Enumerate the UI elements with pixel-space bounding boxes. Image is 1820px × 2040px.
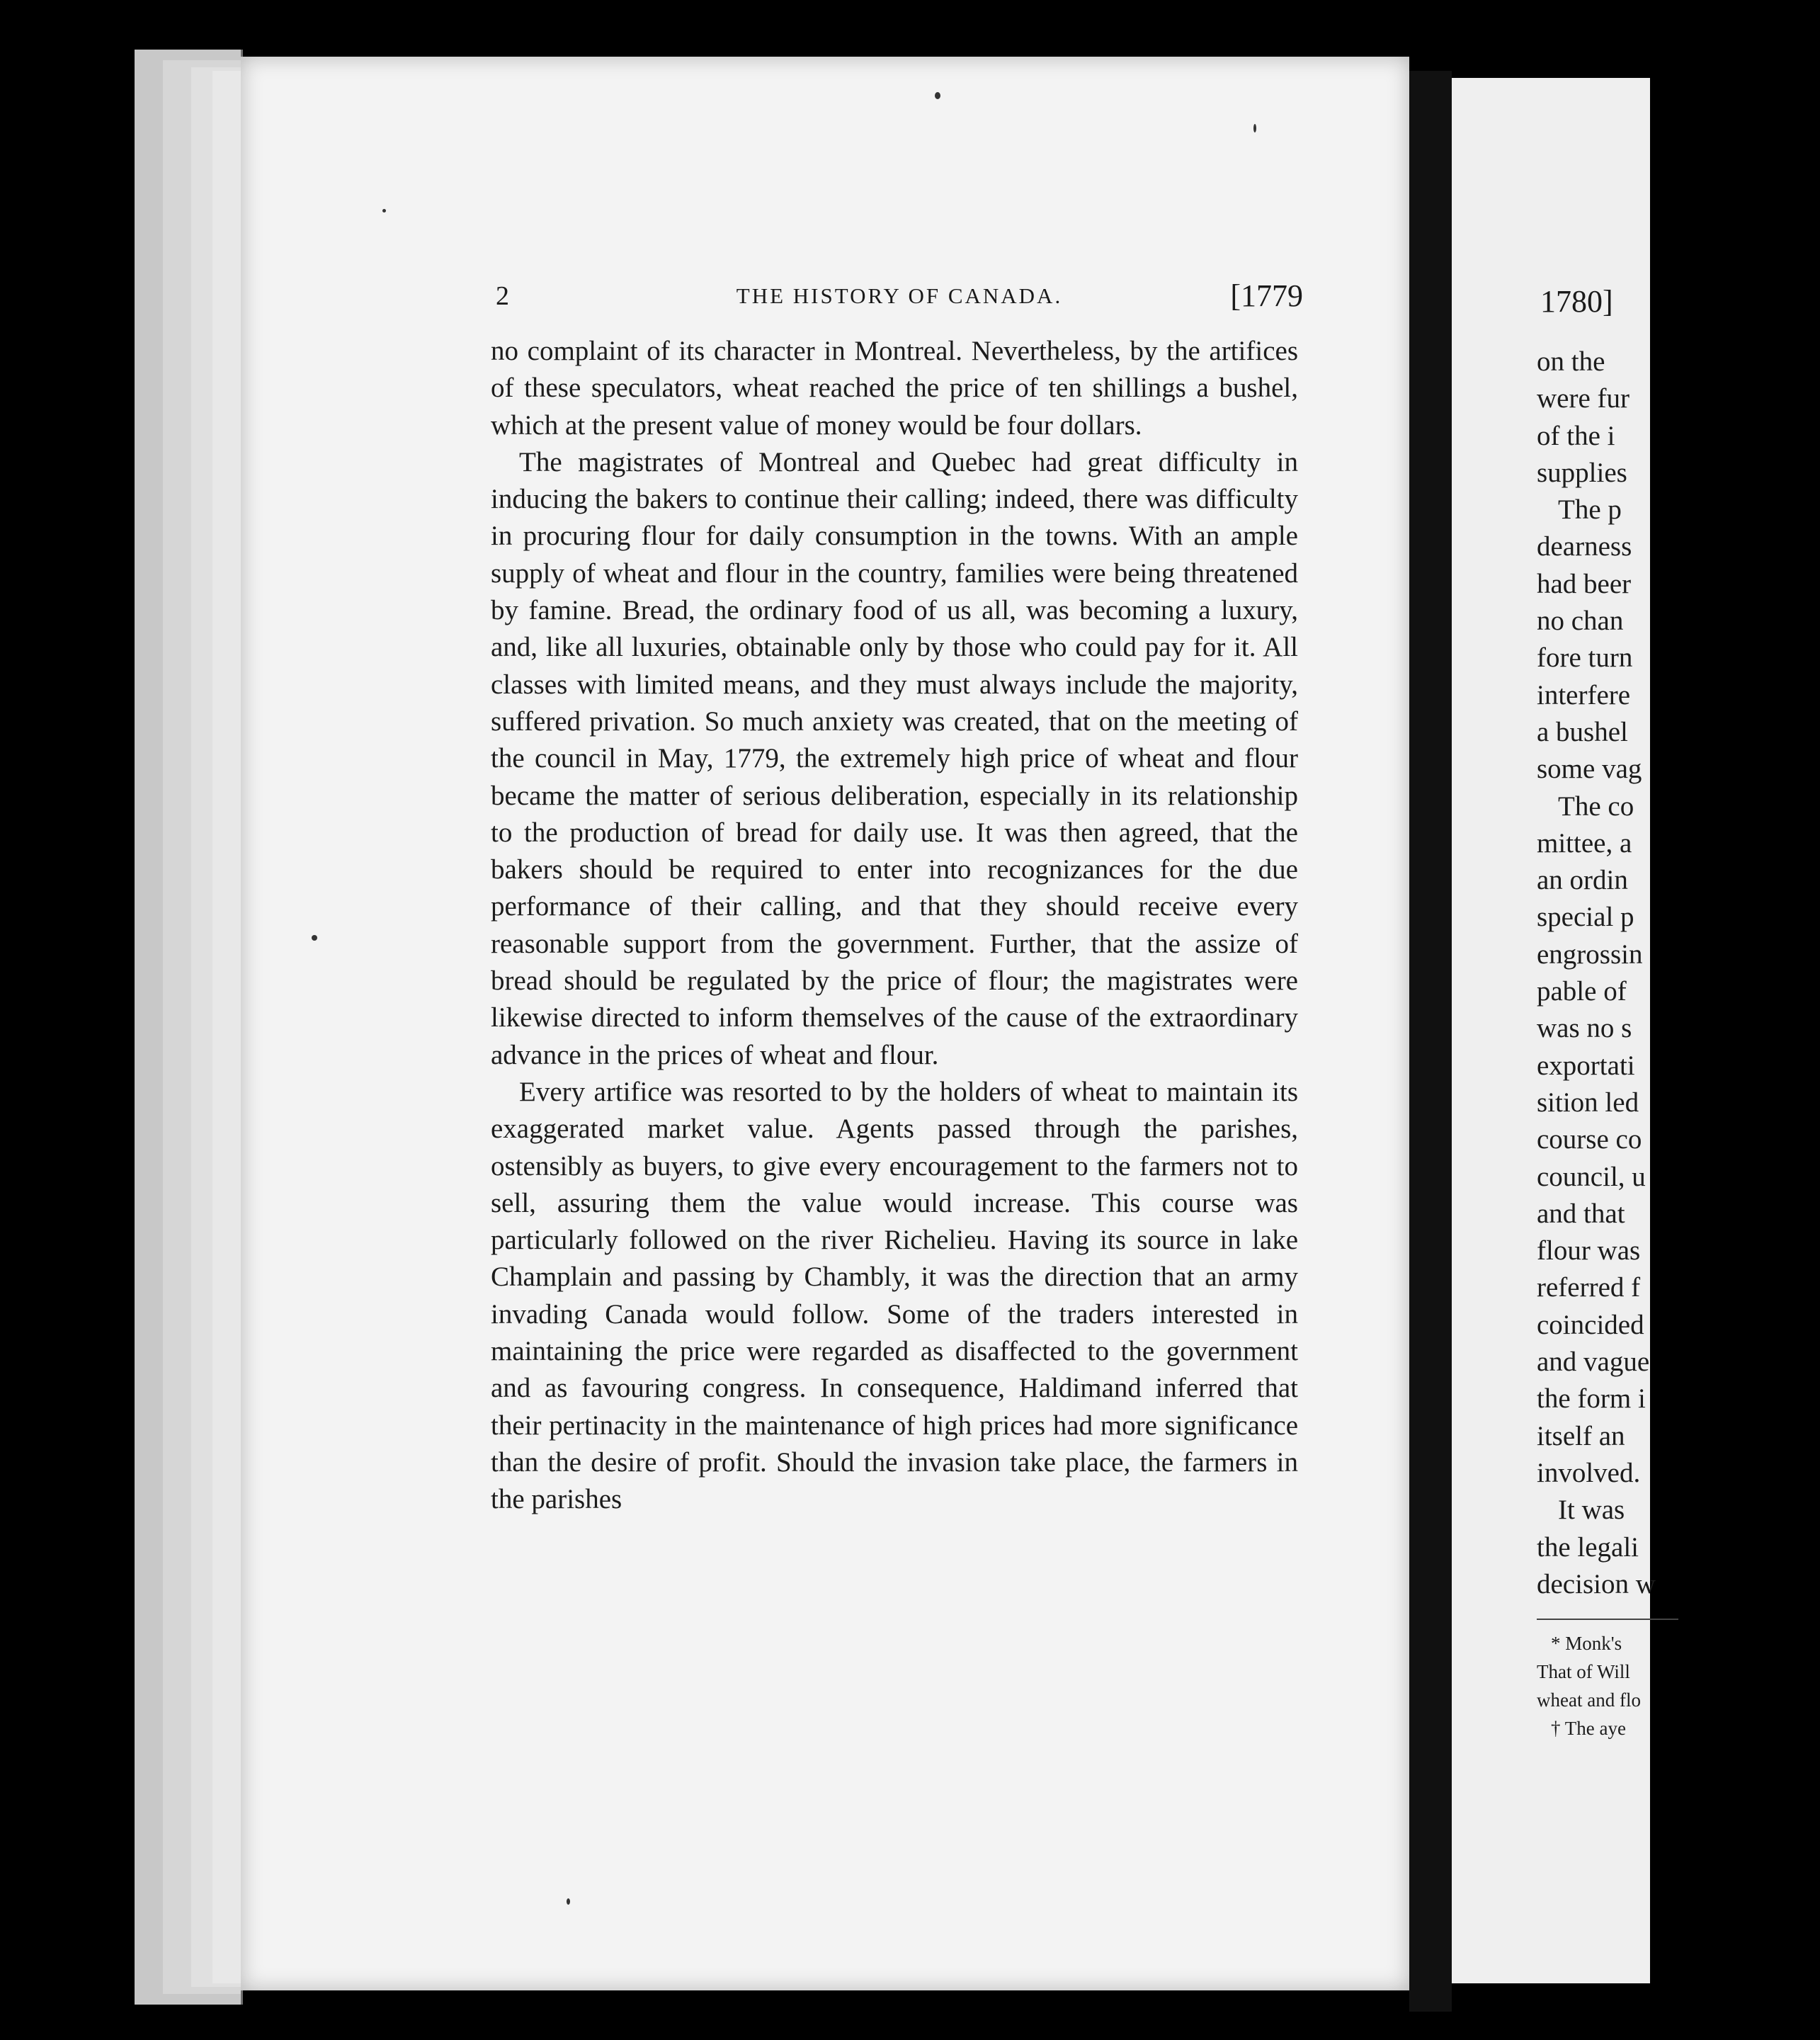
right-page [1452,78,1656,1983]
year-marker: [1779 [1230,278,1303,313]
line-fragment: dearness [1537,531,1632,562]
book-gutter [1409,71,1452,2012]
footnote-line: That of Will [1537,1661,1630,1682]
footnote-line: † The aye [1551,1718,1626,1739]
page-number: 2 [496,281,509,311]
paragraph: The magistrates of Montreal and Quebec had great difficulty in inducing the bakers to continue their calling; indeed, there was difficulty in procuring flour for daily consumption in the towns. With an ample supply of wheat and flour in the country, families were being threatened by famine. Bread, the ordinary food of us all, was becoming a luxury, and, like all luxuries, obtainable only by those who could pay for it. All classes with limited means, and they must always include the majority, suffered privation. So much anxiety was created, that on the meeting of the council in May, 1779, the extremely high price of wheat and flour became the matter of serious deliberation, especially in its relationship to the production of bread for daily use. It was then agreed, that the bakers should be required to enter into recognizances for the due performance of their calling, and that they should receive every reasonable support from the government. Further, that the assize of bread should be regulated by the price of flour; the magistrates were likewise directed to inform themselves of the cause of the extraordinary advance in the prices of wheat and flour. [491,446,1298,1070]
line-fragment: involved. [1537,1457,1641,1488]
footnote-line: wheat and flo [1537,1689,1641,1711]
scan-speck [382,209,386,212]
line-fragment: fore turn [1537,642,1633,674]
page-stack-edge [212,71,243,1983]
line-fragment: sition led [1537,1087,1639,1118]
line-fragment: and vague [1537,1347,1650,1378]
scan-speck [1253,124,1256,132]
line-fragment: interfere [1537,679,1631,710]
line-fragment: special p [1537,902,1634,933]
line-fragment: engrossin [1537,939,1643,970]
running-head [496,278,1303,320]
line-fragment: exportati [1537,1050,1635,1081]
line-fragment: council, u [1537,1161,1646,1192]
line-fragment: itself an [1537,1420,1625,1451]
line-fragment: The co [1558,790,1634,822]
line-fragment: of the i [1537,420,1615,451]
line-fragment: a bushel [1537,716,1628,747]
line-fragment: course co [1537,1124,1642,1155]
footnote-line: * Monk's [1551,1633,1622,1654]
line-fragment: pable of [1537,976,1627,1007]
footnotes [1537,1629,1820,1742]
line-fragment: referred f [1537,1272,1641,1303]
line-fragment: were fur [1537,383,1630,414]
line-fragment: no chan [1537,606,1624,637]
paragraph: no complaint of its character in Montreal. Nevertheless, by the artifices of these speculators, wheat reached the price of ten shillings a bushel, which at the present value of money would be four dollars. [491,336,1298,441]
scan-speck [935,92,940,99]
body-text [491,333,1298,1519]
line-fragment: and that [1537,1198,1625,1229]
line-fragment: had beer [1537,568,1632,599]
line-fragment: was no s [1537,1013,1632,1044]
paragraph: Every artifice was resorted to by the holders of wheat to maintain its exaggerated market value. Agents passed through the parishes, ostensibly as buyers, to give every encouragement to the farmers not to sell, assuring them the value would increase. This course was particularly followed on the river Richelieu. Having its source in lake Champlain and passing by Chambly, it was the direction that an army invading Canada would follow. Some of the traders interested in maintaining the price were regarded as disaffected to the government and as favouring congress. In consequence, Haldimand inferred that their pertinacity in the maintenance of high prices had more significance than the desire of profit. Should the invasion take place, the farmers in the parishes [491,1076,1298,1515]
line-fragment: on the [1537,346,1605,377]
footnote-rule [1537,1619,1678,1620]
line-fragment: supplies [1537,457,1627,488]
line-fragment: It was [1558,1495,1625,1526]
line-fragment: the legali [1537,1531,1639,1563]
line-fragment: mittee, a [1537,827,1632,858]
line-fragment: the form i [1537,1383,1646,1415]
right-page-text [1537,344,1820,1603]
scan-speck [312,935,317,941]
line-fragment: coincided [1537,1309,1644,1340]
line-fragment: flour was [1537,1235,1641,1266]
line-fragment: some vag [1537,754,1642,785]
scan-speck [567,1898,570,1905]
running-title: THE HISTORY OF CANADA. [736,283,1063,308]
right-year-marker: 1780] [1540,284,1613,319]
line-fragment: decision w [1537,1568,1656,1599]
line-fragment: The p [1558,494,1622,526]
line-fragment: an ordin [1537,865,1628,896]
